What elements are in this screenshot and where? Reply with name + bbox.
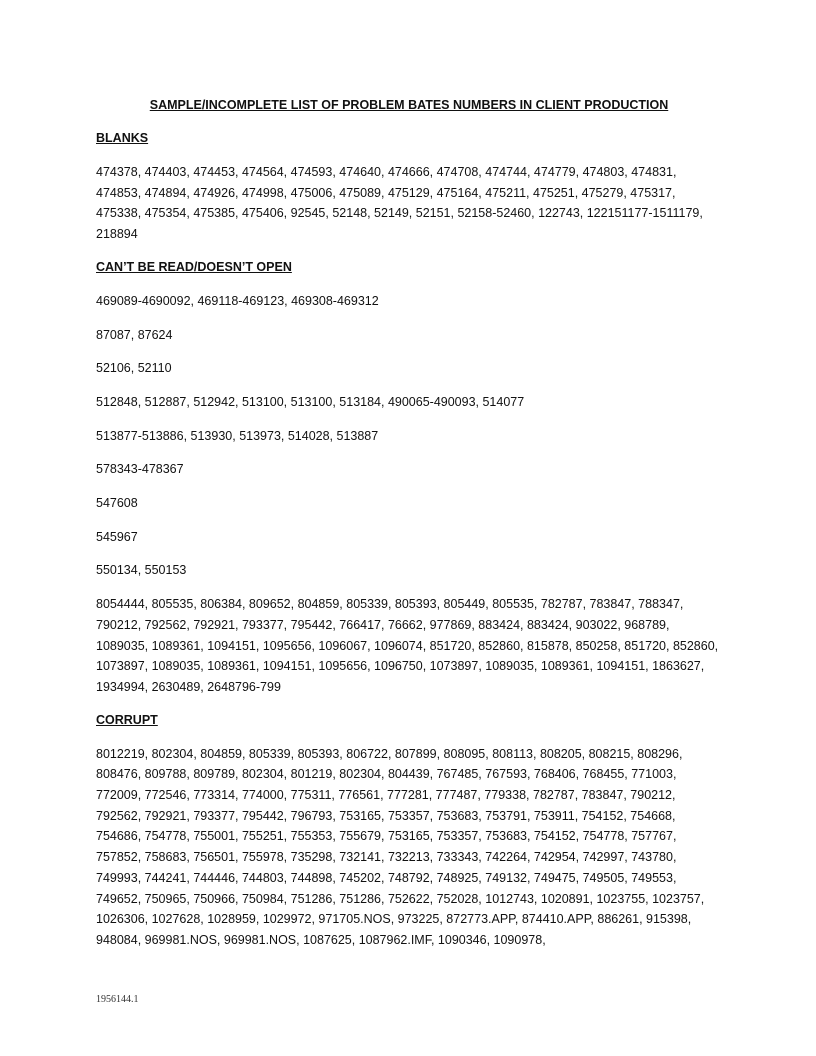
cant-read-bates-list: 469089-4690092, 469118-469123, 469308-469312 xyxy=(96,293,379,308)
cant-read-bates-list: 547608 xyxy=(96,496,138,511)
section-heading-blanks: BLANKS xyxy=(96,131,149,145)
document-id-footer: 1956144.1 xyxy=(96,994,139,1005)
document-body xyxy=(96,96,722,964)
cant-read-bates-list: 87087, 87624 xyxy=(96,327,173,342)
blanks-bates-list: 474378, 474403, 474453, 474564, 474593, 474640, 474666, 474708, 474744, 474779, 474803, 474831, 474853, 474894, 474926, 474998, 475006, 475089, 475129, 475164, 475211, 475251, 475279, 475317, 475338, 475354, 475385, 475406, 92545, 52148, 52149, 52151, 52158-52460, 122743, 122151177-1511179, 218894 xyxy=(96,165,703,242)
cant-read-bates-list: 550134, 550153 xyxy=(96,563,187,578)
corrupt-bates-list: 8012219, 802304, 804859, 805339, 805393, 806722, 807899, 808095, 808113, 808205, 808215, 808296, 808476, 809788, 809789, 802304, 801219, 802304, 804439, 767485, 767593, 768406, 768455, 771003, 772009, 772546, 773314, 774000, 775311, 776561, 777281, 777487, 779338, 782787, 783847, 790212, 792562, 792921, 793377, 795442, 796793, 753165, 753357, 753683, 753791, 753911, 754152, 754668, 754686, 754778, 755001, 755251, 755353, 755679, 753165, 753357, 753683, 754152, 754778, 757767, 757852, 758683, 756501, 755978, 735298, 732141, 732213, 733343, 742264, 742954, 742997, 743780, 749993, 744241, 744446, 744803, 744898, 745202, 748792, 748925, 749132, 749475, 749505, 749553, 749652, 750965, 750966, 750984, 751286, 751286, 752622, 752028, 1012743, 1020891, 1023755, 1023757, 1026306, 1027628, 1028959, 1029972, 971705.NOS, 973225, 872773.APP, 874410.APP, 886261, 915398, 948084, 969981.NOS, 969981.NOS, 1087625, 1087962.IMF, 1090346, 1090978, xyxy=(96,746,705,947)
cant-read-bates-list: 512848, 512887, 512942, 513100, 513100, 513184, 490065-490093, 514077 xyxy=(96,394,525,409)
cant-read-bates-list: 8054444, 805535, 806384, 809652, 804859, 805339, 805393, 805449, 805535, 782787, 783847, 788347, 790212, 792562, 792921, 793377, 795442, 766417, 76662, 977869, 883424, 883424, 903022, 968789, 1089035, 1089361, 1094151, 1095656, 1096067, 1096074, 851720, 852860, 815878, 850258, 851720, 852860, 1073897, 1089035, 1089361, 1094151, 1095656, 1096750, 1073897, 1089035, 1089361, 1094151, 1863627, 1934994, 2630489, 2648796-799 xyxy=(96,597,719,694)
cant-read-bates-list: 578343-478367 xyxy=(96,462,184,477)
cant-read-bates-list: 52106, 52110 xyxy=(96,361,172,376)
cant-read-bates-list: 513877-513886, 513930, 513973, 514028, 513887 xyxy=(96,428,379,443)
section-heading-corrupt: CORRUPT xyxy=(96,712,158,727)
section-heading-cant-be-read: CAN’T BE READ/DOESN’T OPEN xyxy=(96,259,292,274)
document-title: SAMPLE/INCOMPLETE LIST OF PROBLEM BATES NUMBERS IN CLIENT PRODUCTION xyxy=(149,98,669,112)
cant-read-bates-list: 545967 xyxy=(96,529,138,544)
